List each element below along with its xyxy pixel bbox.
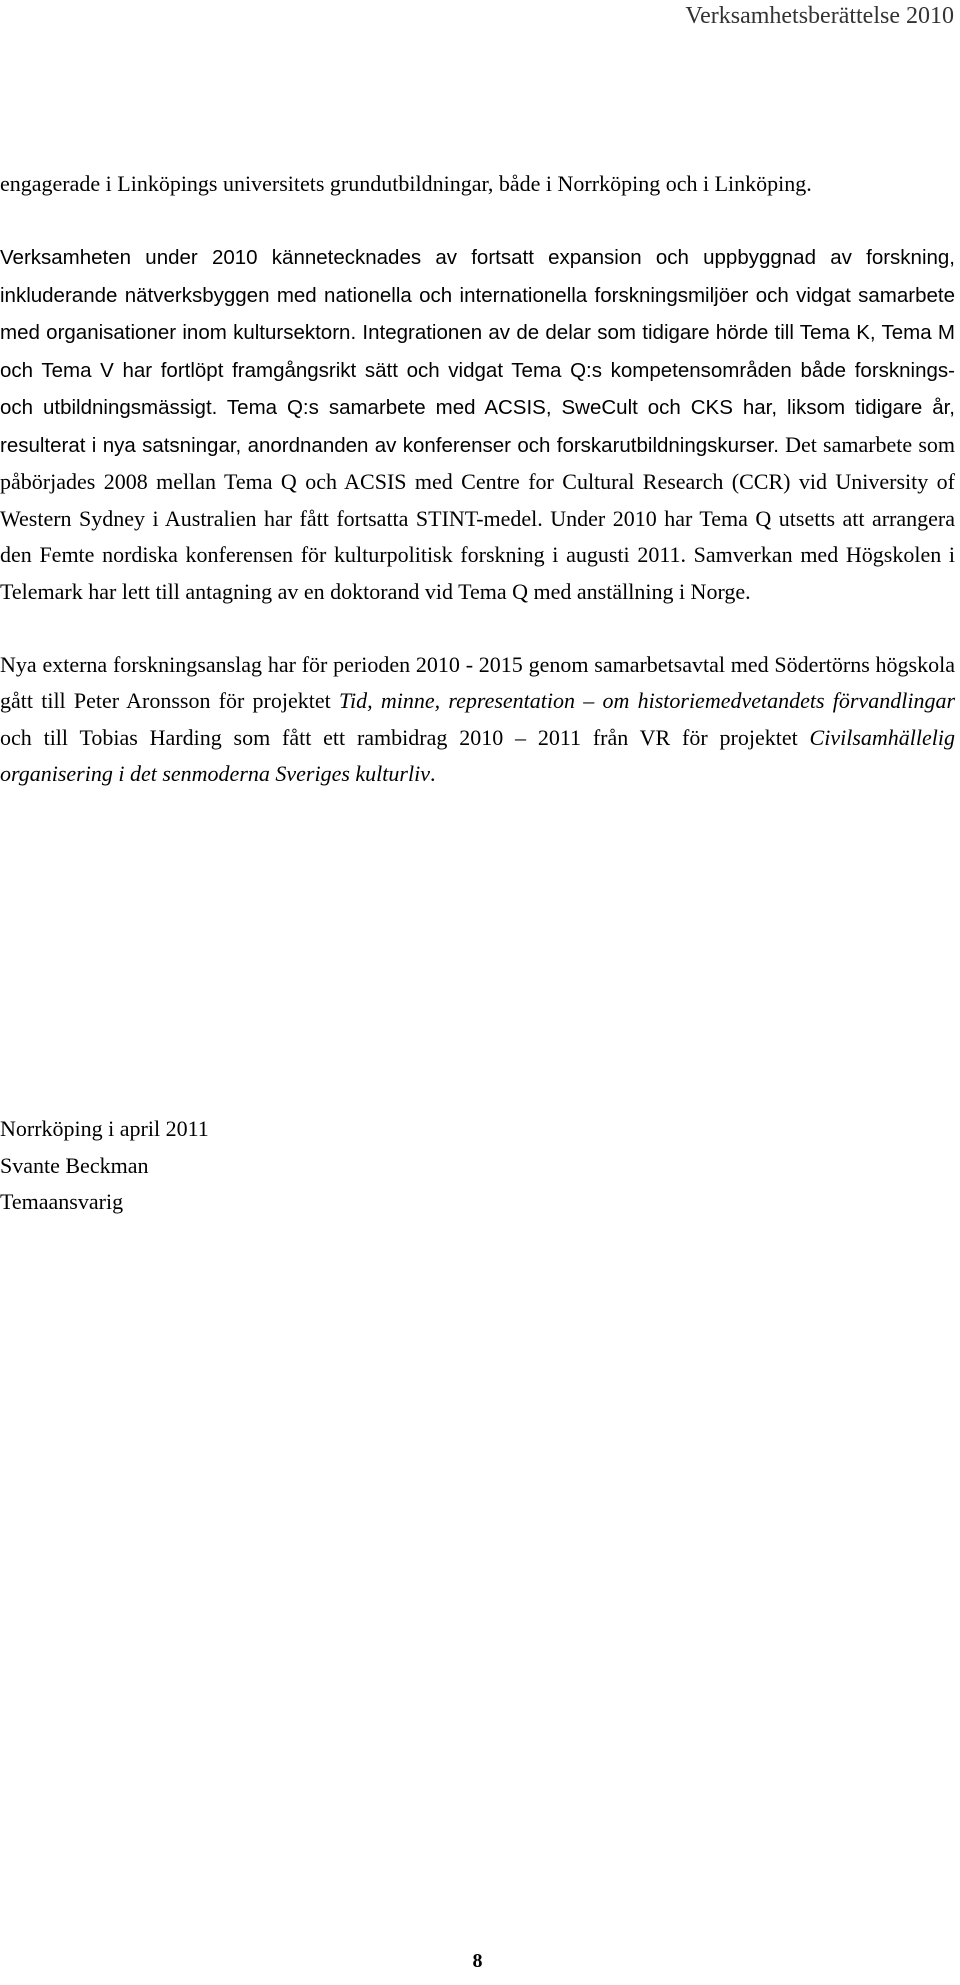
project-title-2: Civilsamhällelig organisering i det senmoderna Sveriges kulturliv: [0, 724, 955, 786]
signature-name: Svante Beckman: [0, 1152, 149, 1178]
grants-text-2: och till Tobias Harding som fått ett rambidrag 2010 – 2011 från VR för projektet: [0, 724, 810, 750]
activities-text-sans: Verksamheten under 2010 kännetecknades av fortsatt expansion och uppbyggnad av forskning, inkluderande nätverksbyggen med nationella och internationella forskningsmiljöer och vidgat samarbete med organisationer inom kultursektorn. Integrationen av de delar som tidigare hörde till Tema K, Tema M och Tema V har fortlöpt framgångsrikt sätt och vidgat Tema Q:s kompetensområden både forsknings- och utbildningsmässigt. Tema Q:s samarbete med ACSIS, SweCult och CKS har, liksom tidigare år, resulterat i nya satsningar, anordnanden av konferenser och forskarutbildningskurser.: [0, 246, 955, 457]
paragraph-grants: [0, 647, 955, 793]
activities-text-serif: Det samarbete som påbörjades 2008 mellan Tema Q och ACSIS med Centre for Cultural Research (CCR) vid University of Western Sydney i Australien har fått fortsatta STINT-medel. Under 2010 har Tema Q utsetts att arrangera den Femte nordiska konferensen för kulturpolitisk forskning i augusti 2011. Samverkan med Högskolen i Telemark har lett till antagning av en doktorand vid Tema Q med anställning i Norge.: [0, 431, 955, 604]
grants-text-end: .: [429, 761, 436, 786]
signature-role: Temaansvarig: [0, 1189, 124, 1214]
running-header: Verksamhetsberättelse 2010: [685, 3, 954, 29]
page-number: 8: [472, 1950, 483, 1972]
grants-text-1: Nya externa forskningsanslag har för perioden 2010 - 2015 genom samarbetsavtal med Södertörns högskola gått till Peter Aronsson för projektet: [0, 651, 955, 713]
paragraph-intro: engagerade i Linköpings universitets grundutbildningar, både i Norrköping och i Linköping.: [0, 171, 812, 196]
paragraph-gap: [0, 203, 955, 240]
project-title-1: Tid, minne, representation – om historiemedvetandets förvandlingar: [338, 688, 956, 713]
signature-place-date: Norrköping i april 2011: [0, 1116, 209, 1141]
document-body: [0, 166, 955, 793]
signature-block: [0, 1111, 209, 1221]
paragraph-gap: [0, 610, 955, 647]
paragraph-activities: [0, 239, 955, 610]
